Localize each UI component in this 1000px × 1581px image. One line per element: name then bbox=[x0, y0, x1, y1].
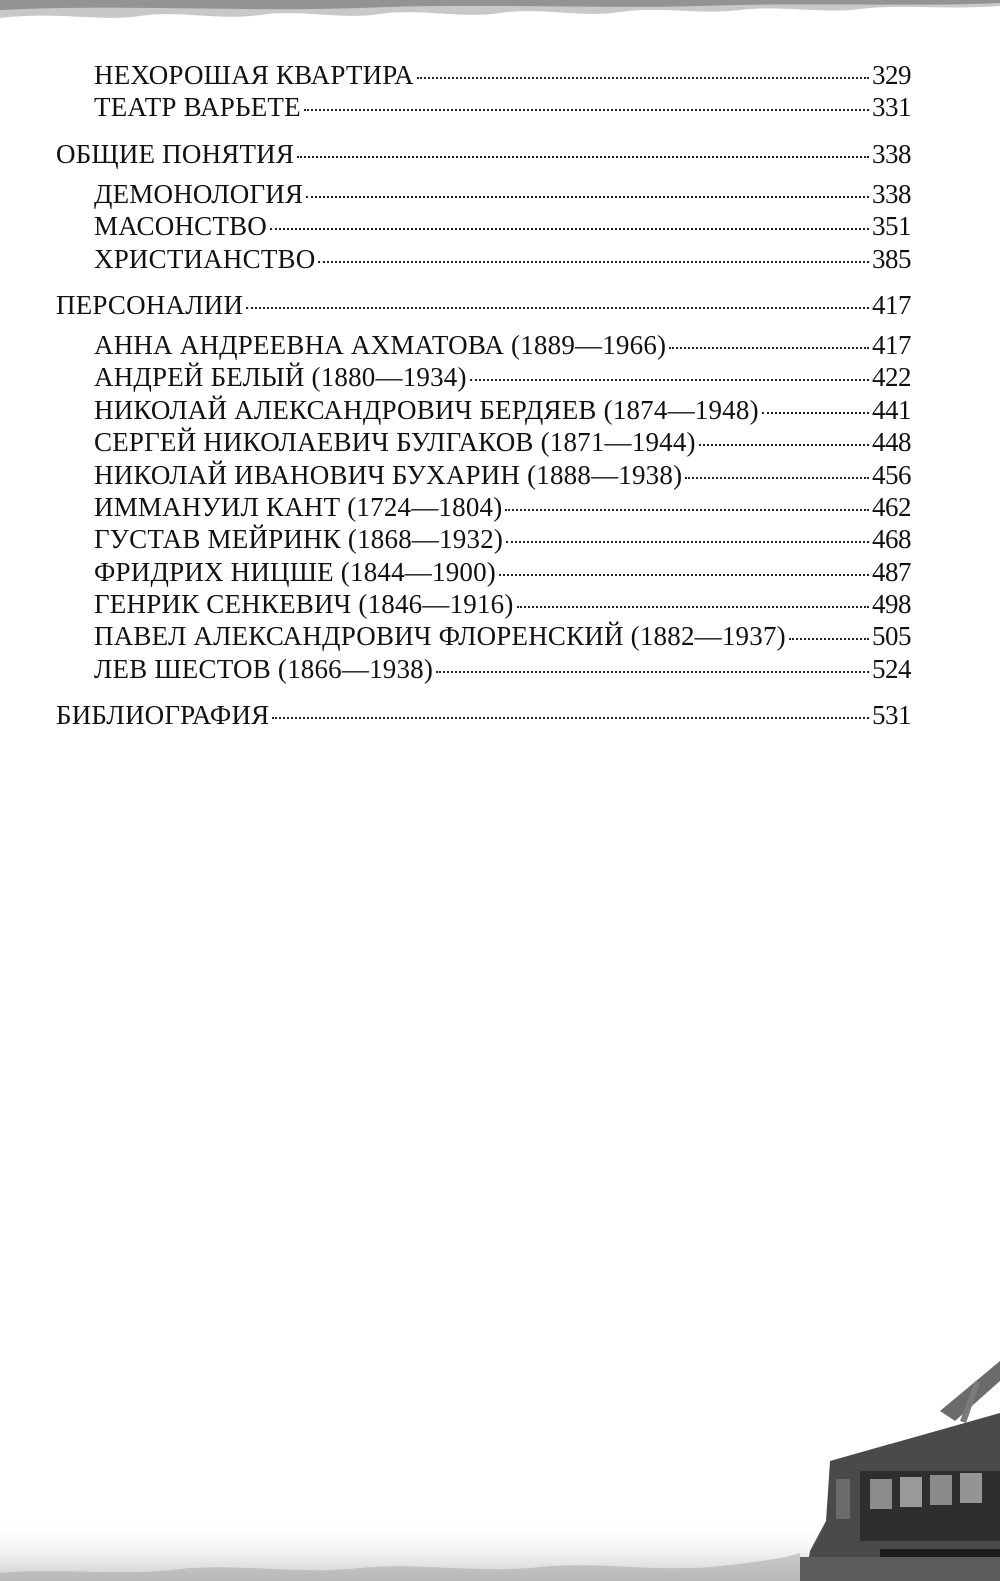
toc-entry-title: АННА АНДРЕЕВНА АХМАТОВА (1889—1966) bbox=[94, 329, 667, 360]
toc-entry-page: 456 bbox=[872, 459, 911, 490]
dot-leader bbox=[506, 541, 869, 543]
toc-entry[interactable] bbox=[56, 211, 911, 243]
dot-leader bbox=[685, 477, 869, 479]
toc-entry[interactable] bbox=[56, 92, 911, 124]
toc-section-title: ОБЩИЕ ПОНЯТИЯ bbox=[56, 138, 295, 169]
toc-section bbox=[56, 60, 911, 125]
dot-leader bbox=[417, 77, 869, 79]
toc-entry-page: 498 bbox=[872, 589, 911, 620]
toc-entry-page: 462 bbox=[872, 491, 911, 522]
toc-entry-page: 487 bbox=[872, 556, 911, 587]
toc-entry-page: 448 bbox=[872, 427, 911, 458]
toc-entry[interactable] bbox=[56, 524, 911, 556]
dot-leader bbox=[246, 307, 869, 309]
toc-entry-page: 385 bbox=[872, 243, 911, 274]
toc-entry-title: ГЕНРИК СЕНКЕВИЧ (1846—1916) bbox=[94, 589, 514, 620]
toc-entry-page: 441 bbox=[872, 394, 911, 425]
toc-section-heading[interactable] bbox=[56, 290, 911, 330]
dot-leader bbox=[789, 638, 869, 640]
toc-section-page: 417 bbox=[872, 289, 911, 320]
toc-entry[interactable] bbox=[56, 557, 911, 589]
toc-entry-title: СЕРГЕЙ НИКОЛАЕВИЧ БУЛГАКОВ (1871—1944) bbox=[94, 427, 696, 458]
toc-entry-page: 468 bbox=[872, 524, 911, 555]
toc-section-page: 531 bbox=[872, 700, 911, 731]
toc-entry-title: АНДРЕЙ БЕЛЫЙ (1880—1934) bbox=[94, 362, 467, 393]
toc-entry[interactable] bbox=[56, 362, 911, 394]
toc-entry[interactable] bbox=[56, 330, 911, 362]
dot-leader bbox=[306, 196, 869, 198]
dot-leader bbox=[762, 412, 869, 414]
toc-entry-page: 422 bbox=[872, 362, 911, 393]
toc-entry-title: ГУСТАВ МЕЙРИНК (1868—1932) bbox=[94, 524, 504, 555]
dot-leader bbox=[436, 671, 869, 673]
toc-entry-title: ТЕАТР ВАРЬЕТЕ bbox=[94, 92, 301, 123]
dot-leader bbox=[304, 109, 869, 111]
dot-leader bbox=[270, 228, 869, 230]
dot-leader bbox=[505, 509, 869, 511]
dot-leader bbox=[669, 347, 869, 349]
toc-section-page: 338 bbox=[872, 138, 911, 169]
toc-entry-page: 524 bbox=[872, 653, 911, 684]
toc-entry-page: 329 bbox=[872, 60, 911, 90]
dot-leader bbox=[297, 156, 869, 158]
toc-section bbox=[56, 139, 911, 276]
toc-entry-title: ХРИСТИАНСТВО bbox=[94, 243, 316, 274]
toc-entry-title: ПАВЕЛ АЛЕКСАНДРОВИЧ ФЛОРЕНСКИЙ (1882—1937) bbox=[94, 621, 786, 652]
toc-entry-title: ДЕМОНОЛОГИЯ bbox=[94, 178, 304, 209]
toc-entry[interactable] bbox=[56, 654, 911, 686]
toc-section-heading[interactable] bbox=[56, 700, 911, 740]
toc-section-title: БИБЛИОГРАФИЯ bbox=[56, 700, 270, 731]
toc-entry[interactable] bbox=[56, 244, 911, 276]
toc-section-title: ПЕРСОНАЛИИ bbox=[56, 289, 244, 320]
toc-entry-title: ЛЕВ ШЕСТОВ (1866—1938) bbox=[94, 653, 434, 684]
toc-entry[interactable] bbox=[56, 621, 911, 653]
toc-entry-page: 351 bbox=[872, 211, 911, 242]
dot-leader bbox=[699, 444, 869, 446]
toc-entry[interactable] bbox=[56, 460, 911, 492]
top-photo-strip bbox=[0, 0, 1000, 24]
toc-entry[interactable] bbox=[56, 179, 911, 211]
dot-leader bbox=[499, 574, 869, 576]
table-of-contents bbox=[56, 60, 911, 740]
toc-entry-title: НИКОЛАЙ АЛЕКСАНДРОВИЧ БЕРДЯЕВ (1874—1948) bbox=[94, 394, 759, 425]
toc-entry[interactable] bbox=[56, 427, 911, 459]
toc-entry-page: 417 bbox=[872, 329, 911, 360]
toc-entry[interactable] bbox=[56, 492, 911, 524]
toc-entry-title: НЕХОРОШАЯ КВАРТИРА bbox=[94, 60, 414, 90]
dot-leader bbox=[318, 261, 869, 263]
toc-entry-title: ФРИДРИХ НИЦШЕ (1844—1900) bbox=[94, 556, 496, 587]
tram-photo-icon bbox=[800, 1361, 1000, 1581]
toc-entry[interactable] bbox=[56, 395, 911, 427]
toc-entry-title: МАСОНСТВО bbox=[94, 211, 267, 242]
toc-entry-title: ИММАНУИЛ КАНТ (1724—1804) bbox=[94, 491, 503, 522]
toc-section-heading[interactable] bbox=[56, 139, 911, 179]
dot-leader bbox=[470, 379, 869, 381]
toc-entry[interactable] bbox=[56, 589, 911, 621]
toc-entry-title: НИКОЛАЙ ИВАНОВИЧ БУХАРИН (1888—1938) bbox=[94, 459, 683, 490]
dot-leader bbox=[517, 606, 869, 608]
toc-section bbox=[56, 700, 911, 740]
toc-entry[interactable] bbox=[56, 60, 911, 92]
bottom-photo-strip bbox=[0, 1321, 1000, 1581]
toc-entry-page: 331 bbox=[872, 92, 911, 123]
toc-entry-page: 338 bbox=[872, 178, 911, 209]
toc-section bbox=[56, 290, 911, 686]
toc-entry-page: 505 bbox=[872, 621, 911, 652]
dot-leader bbox=[272, 717, 869, 719]
